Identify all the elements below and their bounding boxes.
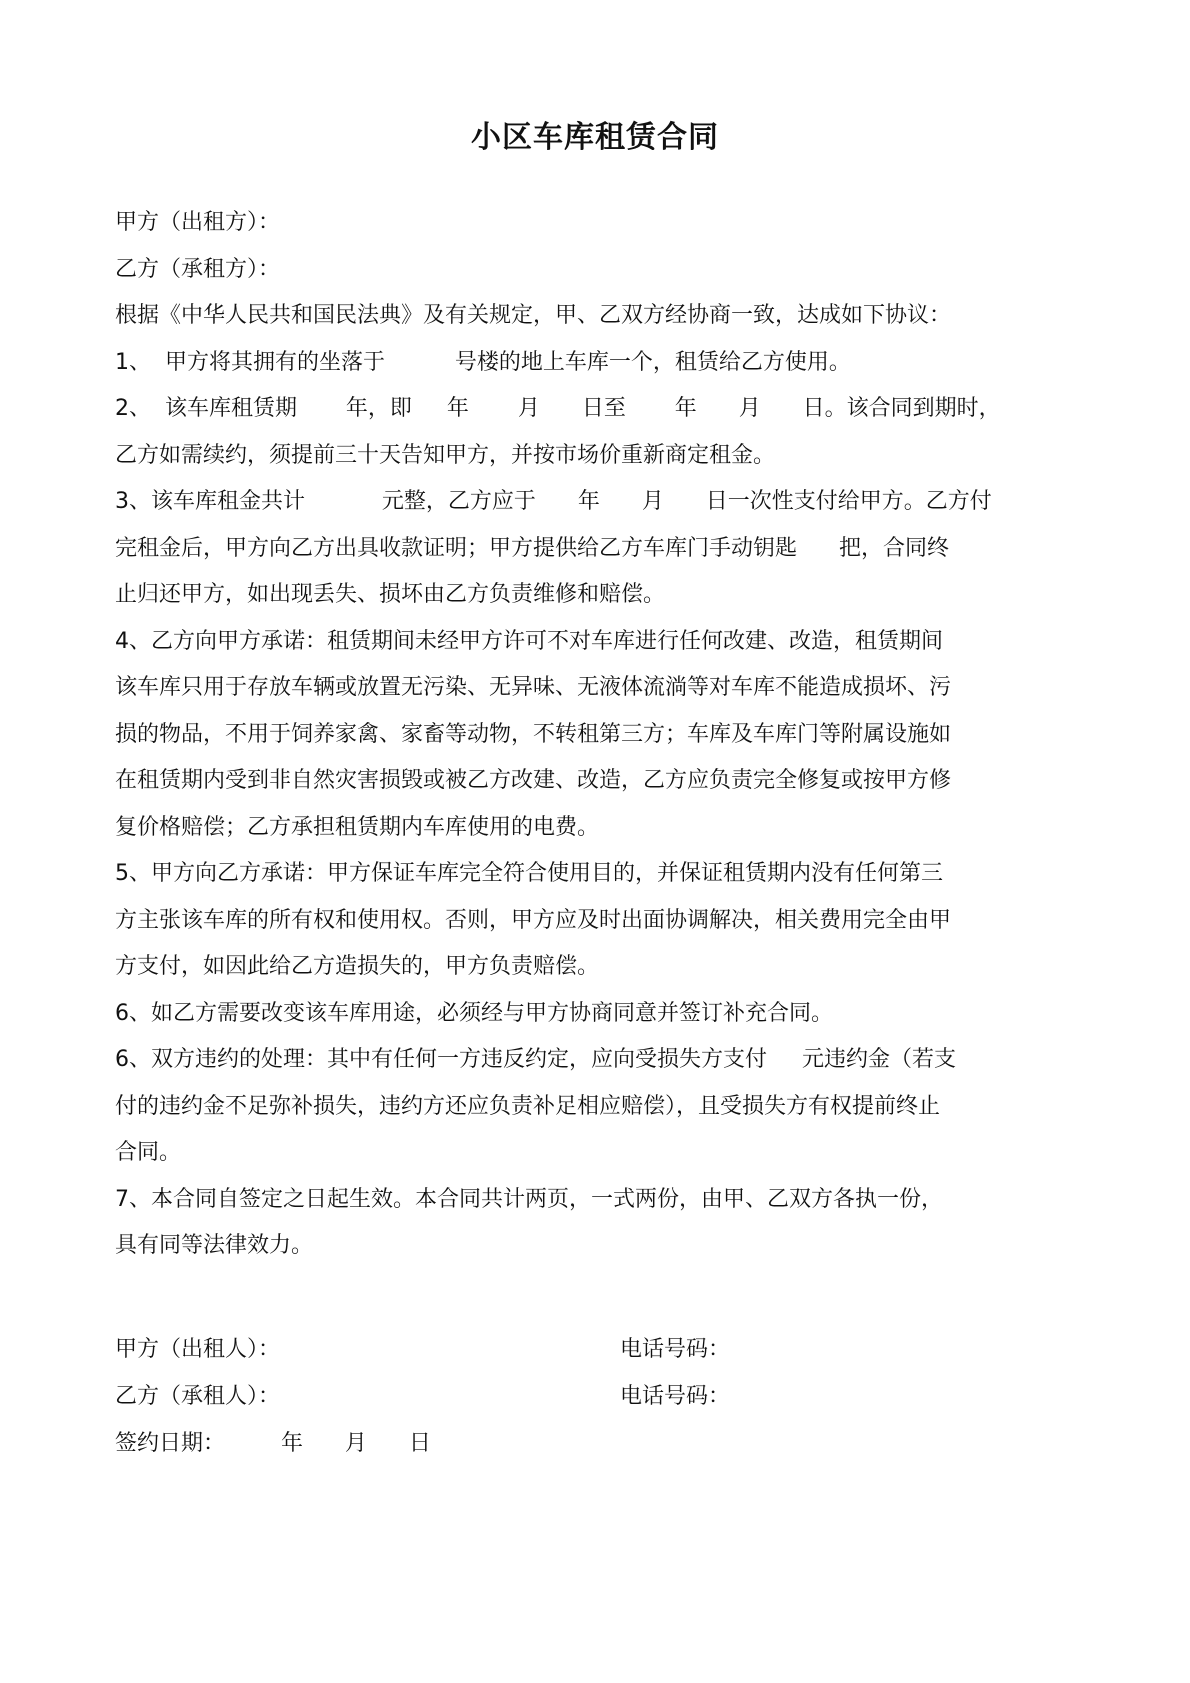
party-a-line: 甲方（出租方）： <box>115 210 281 235</box>
clause-4-line-1: 4、乙方向甲方承诺：租赁期间未经甲方许可不对车库进行任何改建、改造，租赁期间 <box>115 628 943 654</box>
party-b-phone-label: 电话号码： <box>620 1384 731 1409</box>
clause-3-line-1: 3、该车库租金共计 元整，乙方应于 年 月 日一次性支付给甲方。乙方付 <box>115 489 992 514</box>
preamble-line: 根据《中华人民共和国民法典》及有关规定，甲、乙双方经协商一致，达成如下协议： <box>115 303 952 328</box>
clause-6b-line-3: 合同。 <box>115 1140 182 1165</box>
clause-1-line: 1、 甲方将其拥有的坐落于 号楼的地上车库一个，租赁给乙方使用。 <box>115 349 851 375</box>
clause-3-line-2: 完租金后，甲方向乙方出具收款证明；甲方提供给乙方车库门手动钥匙 把，合同终 <box>115 535 949 561</box>
clause-6b-line-1: 6、双方违约的处理：其中有任何一方违反约定，应向受损失方支付 元违约金（若支 <box>115 1047 956 1072</box>
clause-4-line-3: 损的物品，不用于饲养家禽、家畜等动物，不转租第三方；车库及车库门等附属设施如 <box>115 721 952 747</box>
clause-7-line-1: 7、本合同自签定之日起生效。本合同共计两页，一式两份，由甲、乙双方各执一份， <box>115 1186 943 1212</box>
document-title: 小区车库租赁合同 <box>471 120 719 155</box>
clause-7-line-2: 具有同等法律效力。 <box>115 1233 314 1258</box>
party-b-signature-label: 乙方（承租人）： <box>115 1384 281 1409</box>
clause-6a-line: 6、如乙方需要改变该车库用途，必须经与甲方协商同意并签订补充合同。 <box>115 1000 833 1026</box>
party-a-phone-label: 电话号码： <box>620 1337 731 1362</box>
clause-4-line-2: 该车库只用于存放车辆或放置无污染、无异味、无液体流淌等对车库不能造成损坏、污 <box>115 675 952 700</box>
party-a-signature-label: 甲方（出租人）： <box>115 1337 281 1362</box>
sign-date-label: 签约日期： 年 月 日 <box>115 1431 431 1456</box>
clause-3-line-3: 止归还甲方，如出现丢失、损坏由乙方负责维修和赔偿。 <box>115 582 666 607</box>
clause-5-line-1: 5、甲方向乙方承诺：甲方保证车库完全符合使用目的，并保证租赁期内没有任何第三 <box>115 861 943 886</box>
clause-2-line-2: 乙方如需续约，须提前三十天告知甲方，并按市场价重新商定租金。 <box>115 442 776 468</box>
contract-body <box>115 200 1015 1270</box>
clause-5-line-3: 方支付，如因此给乙方造损失的，甲方负责赔偿。 <box>115 954 600 979</box>
clause-2-line-1: 2、 该车库租赁期 年，即 年 月 日至 年 月 日。该合同到期时， <box>115 396 1001 421</box>
clause-5-line-2: 方主张该车库的所有权和使用权。否则，甲方应及时出面协调解决，相关费用完全由甲 <box>115 907 952 933</box>
clause-4-line-4: 在租赁期内受到非自然灾害损毁或被乙方改建、改造，乙方应负责完全修复或按甲方修 <box>115 768 952 793</box>
party-b-line: 乙方（承租方）： <box>115 256 281 282</box>
clause-6b-line-2: 付的违约金不足弥补损失，违约方还应负责补足相应赔偿），且受损失方有权提前终止 <box>115 1093 941 1119</box>
clause-4-line-5: 复价格赔偿；乙方承担租赁期内车库使用的电费。 <box>115 814 600 840</box>
